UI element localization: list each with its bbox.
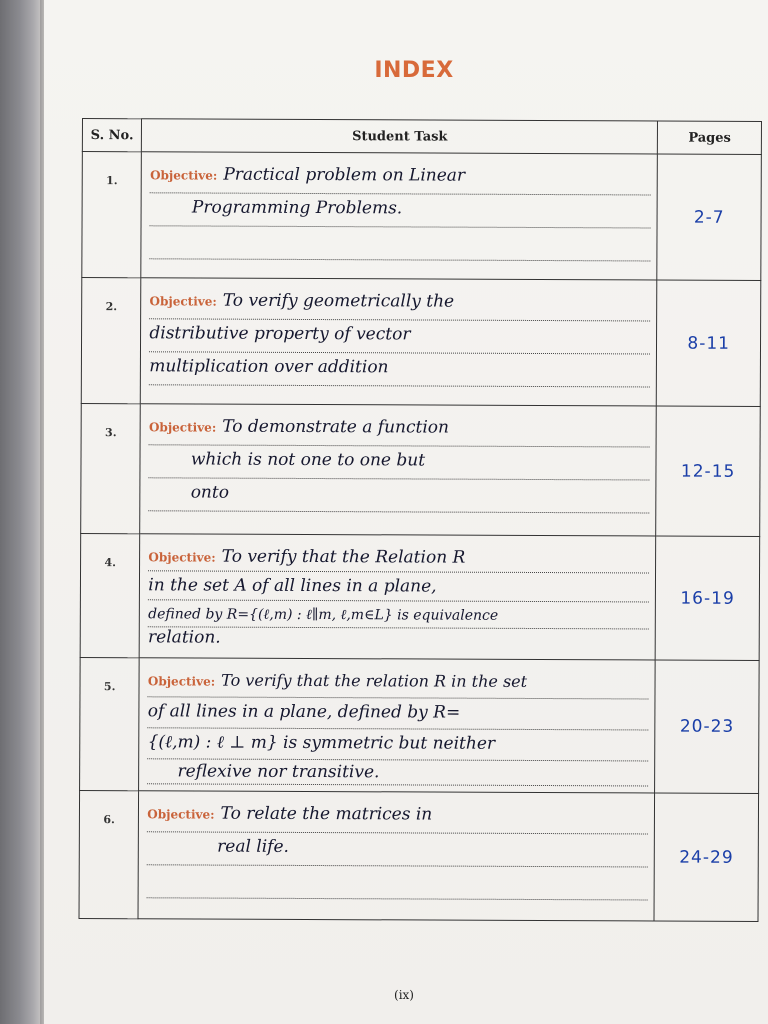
index-table: [79, 118, 762, 922]
row-task: [141, 278, 658, 406]
table-row: [80, 533, 760, 660]
task-line: [149, 319, 650, 354]
task-line: [149, 352, 650, 387]
row-task: [140, 404, 657, 536]
task-line: [150, 226, 651, 261]
row-number: 2.: [81, 278, 141, 404]
header-pages: Pages: [658, 121, 762, 154]
task-line: [148, 600, 649, 629]
task-line: [148, 697, 649, 730]
task-line: [149, 478, 650, 513]
task-line: [149, 412, 650, 447]
row-task: [139, 534, 656, 660]
header-student-task: Student Task: [142, 119, 658, 154]
task-line: [148, 571, 649, 602]
task-line: [147, 759, 648, 786]
row-pages: 8-11: [657, 280, 761, 406]
task-line: [147, 832, 648, 867]
row-pages: 12-15: [656, 406, 760, 536]
header-row: [82, 119, 761, 155]
task-line: [147, 799, 648, 834]
row-task: [139, 658, 656, 793]
handwritten-text: which is not one to one but: [190, 449, 426, 471]
task-line: [150, 193, 651, 228]
row-pages: 2-7: [657, 154, 761, 280]
row-number: 3.: [81, 403, 141, 533]
handwritten-text: reflexive nor transitive.: [177, 761, 380, 783]
handwritten-text: Practical problem on Linear: [223, 164, 466, 186]
task-line: [149, 445, 650, 480]
task-line: [148, 542, 649, 573]
table-row: [81, 278, 761, 407]
objective-label: Objective:: [150, 168, 218, 183]
handwritten-text: of all lines in a plane, defined by R=: [147, 701, 461, 723]
page-title: INDEX: [374, 58, 454, 83]
row-pages: 24-29: [654, 793, 758, 921]
row-number: 5.: [80, 657, 140, 790]
handwritten-text: real life.: [217, 836, 290, 857]
table-row: [82, 152, 762, 281]
task-line: [149, 286, 650, 321]
task-line: [147, 865, 648, 900]
header-sno: S. No.: [82, 119, 141, 152]
objective-label: Objective:: [148, 550, 216, 565]
handwritten-text: To verify geometrically the: [222, 290, 455, 312]
handwritten-text: onto: [190, 482, 230, 503]
handwritten-text: defined by R={(ℓ,m) : ℓ∥m, ℓ,m∈L} is equivalence: [148, 606, 499, 624]
handwritten-text: To verify that the Relation R: [221, 546, 466, 568]
row-number: 1.: [82, 152, 142, 278]
notebook-page: [44, 0, 768, 1024]
book-binding: [0, 0, 44, 1024]
handwritten-text: {(ℓ,m) : ℓ ⊥ m} is symmetric but neither: [147, 732, 496, 754]
objective-label: Objective:: [147, 674, 216, 689]
row-number: 4.: [80, 533, 140, 657]
handwritten-text: To verify that the relation R in the set: [221, 670, 528, 691]
row-number: 6.: [79, 790, 139, 918]
table-row: [81, 403, 761, 536]
row-pages: 20-23: [655, 660, 759, 793]
task-line: [148, 627, 649, 649]
objective-label: Objective:: [149, 294, 217, 309]
handwritten-text: in the set A of all lines in a plane,: [148, 575, 437, 597]
row-pages: 16-19: [656, 536, 760, 660]
handwritten-text: To relate the matrices in: [220, 803, 433, 825]
page-number: (ix): [394, 988, 414, 1002]
row-task: [138, 791, 655, 921]
table-row: [79, 790, 759, 921]
task-line: [148, 728, 649, 761]
handwritten-text: multiplication over addition: [149, 356, 389, 378]
task-line: [150, 160, 651, 195]
table-row: [80, 657, 760, 793]
handwritten-text: To demonstrate a function: [222, 416, 450, 438]
task-line: [148, 666, 649, 699]
handwritten-text: relation.: [148, 627, 221, 648]
objective-label: Objective:: [147, 807, 215, 822]
objective-label: Objective:: [148, 420, 217, 435]
row-task: [141, 152, 658, 280]
handwritten-text: distributive property of vector: [149, 323, 411, 345]
handwritten-text: Programming Problems.: [191, 197, 403, 219]
